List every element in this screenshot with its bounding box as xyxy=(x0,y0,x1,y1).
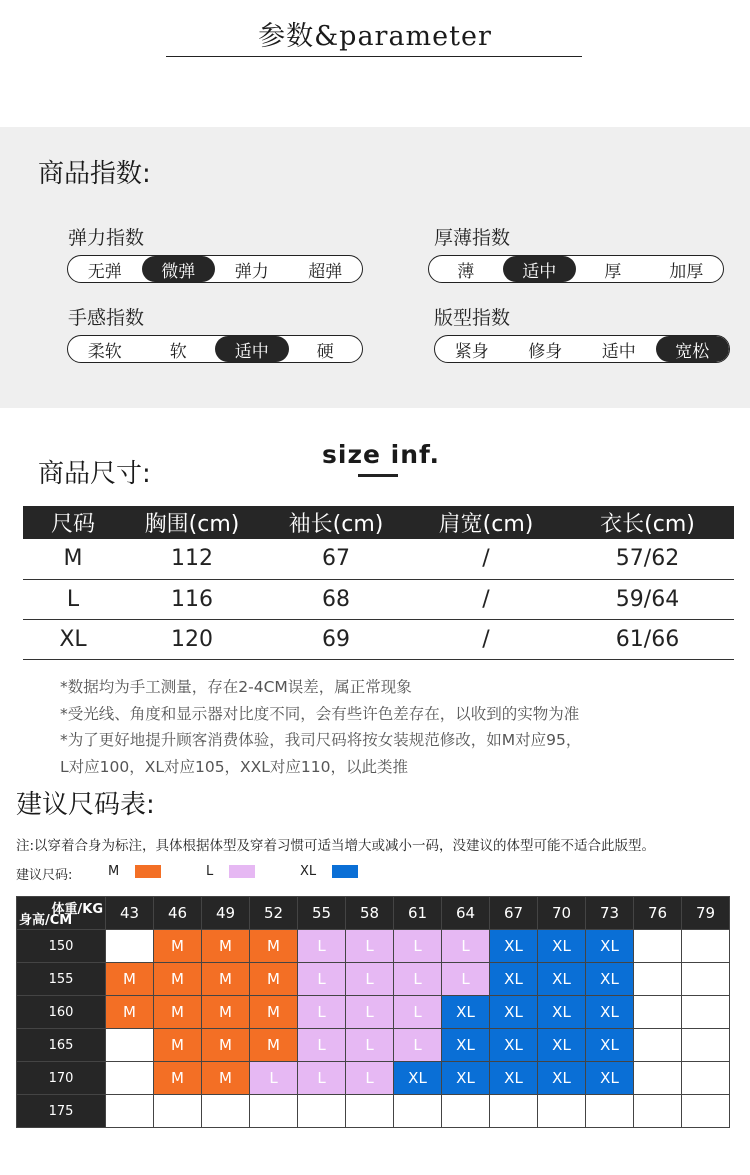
length-cell: 61/66 xyxy=(561,619,734,659)
size-recommendation-cell: XL xyxy=(586,930,634,963)
note-line: *为了更好地提升顾客消费体验，我司尺码将按女装规范修改，如M对应95， xyxy=(60,731,582,749)
weight-header: 67 xyxy=(490,897,538,930)
weight-header: 79 xyxy=(682,897,730,930)
length-cell: 59/64 xyxy=(561,579,734,619)
size-recommendation-cell: L xyxy=(394,996,442,1029)
weight-header: 43 xyxy=(106,897,154,930)
scale-option: 无弹 xyxy=(87,261,122,282)
measurement-notes xyxy=(60,674,581,780)
hand-feel-scale xyxy=(67,335,363,363)
size-recommendation-cell: L xyxy=(250,1062,298,1095)
scale-option: 修身 xyxy=(528,341,563,362)
thickness-scale xyxy=(428,255,724,283)
size-recommendation-cell xyxy=(202,1095,250,1128)
size-recommendation-cell: L xyxy=(346,930,394,963)
header-shoulder: 肩宽(cm) xyxy=(411,506,561,539)
scale-option: 微弹 xyxy=(142,256,216,282)
size-recommendation-cell xyxy=(154,1095,202,1128)
size-recommendation-cell: M xyxy=(250,930,298,963)
scale-option: 宽松 xyxy=(656,336,730,362)
size-recommendation-cell: M xyxy=(202,963,250,996)
elasticity-scale xyxy=(67,255,363,283)
size-recommendation-cell: L xyxy=(298,996,346,1029)
note-line: L对应100，XL对应105，XXL对应110，以此类推 xyxy=(60,757,409,776)
height-header: 165 xyxy=(17,1029,106,1062)
weight-header: 73 xyxy=(586,897,634,930)
weight-header: 61 xyxy=(394,897,442,930)
size-recommendation-cell xyxy=(634,996,682,1029)
size-recommendation-cell xyxy=(106,1029,154,1062)
size-recommendation-cell: L xyxy=(298,1029,346,1062)
size-recommendation-cell: XL xyxy=(490,1029,538,1062)
size-recommendation-cell: XL xyxy=(586,996,634,1029)
hand-feel-label: 手感指数 xyxy=(68,307,145,329)
table-row xyxy=(17,996,730,1029)
table-row xyxy=(17,963,730,996)
size-recommendation-cell xyxy=(634,1029,682,1062)
size-recommendation-cell: XL xyxy=(490,930,538,963)
legend-swatch xyxy=(135,865,161,878)
scale-option: 适中 xyxy=(503,256,577,282)
size-recommendation-cell: M xyxy=(106,963,154,996)
size-recommendation-cell: L xyxy=(346,963,394,996)
legend-name: XL xyxy=(300,864,317,879)
size-recommendation-cell: XL xyxy=(538,1062,586,1095)
size-recommendation-cell: L xyxy=(442,963,490,996)
indices-title: 商品指数: xyxy=(38,159,151,189)
page-title: 参数&parameter xyxy=(258,21,492,52)
legend-item-xl xyxy=(300,864,358,879)
size-recommendation-cell: M xyxy=(154,1029,202,1062)
scale-option: 弹力 xyxy=(234,261,269,282)
table-row xyxy=(17,1062,730,1095)
recommend-title: 建议尺码表: xyxy=(16,790,155,820)
weight-header: 46 xyxy=(154,897,202,930)
table-row xyxy=(23,539,734,579)
weight-axis-label: 体重/KG xyxy=(51,902,103,917)
size-recommendation-cell: M xyxy=(106,996,154,1029)
thickness-label: 厚薄指数 xyxy=(434,227,511,249)
size-subtitle: size inf. xyxy=(322,440,441,469)
title-underline xyxy=(166,56,582,57)
size-recommendation-cell xyxy=(490,1095,538,1128)
size-recommendation-cell: L xyxy=(394,963,442,996)
height-header: 175 xyxy=(17,1095,106,1128)
size-recommendation-cell: L xyxy=(298,1062,346,1095)
fit-scale xyxy=(434,335,730,363)
size-recommendation-cell xyxy=(442,1095,490,1128)
scale-option: 厚 xyxy=(604,261,622,282)
size-recommendation-cell: XL xyxy=(538,930,586,963)
legend-name: M xyxy=(108,864,120,879)
table-row xyxy=(17,1029,730,1062)
size-cell: XL xyxy=(23,619,123,659)
legend-item-l xyxy=(206,864,255,879)
weight-header: 70 xyxy=(538,897,586,930)
size-recommendation-cell xyxy=(634,1062,682,1095)
size-recommendation-cell: XL xyxy=(442,1062,490,1095)
scale-option: 紧身 xyxy=(454,341,489,362)
size-recommendation-cell xyxy=(634,1095,682,1128)
shoulder-cell: / xyxy=(411,579,561,619)
scale-option: 柔软 xyxy=(87,341,122,362)
size-recommendation-cell: XL xyxy=(442,996,490,1029)
size-recommendation-cell xyxy=(682,1062,730,1095)
size-recommendation-cell xyxy=(346,1095,394,1128)
size-recommendation-cell xyxy=(394,1095,442,1128)
recommend-table xyxy=(16,896,730,1128)
weight-header-row xyxy=(17,897,730,930)
table-row xyxy=(23,619,734,659)
size-recommendation-cell xyxy=(106,1062,154,1095)
size-recommendation-cell: M xyxy=(250,1029,298,1062)
note-line: *数据均为手工测量，存在2-4CM误差，属正常现象 xyxy=(60,678,412,696)
size-recommendation-cell: M xyxy=(250,996,298,1029)
size-recommendation-cell: M xyxy=(202,996,250,1029)
elasticity-label: 弹力指数 xyxy=(68,227,145,249)
legend-name: L xyxy=(206,864,214,879)
size-recommendation-cell: XL xyxy=(538,963,586,996)
scale-option: 硬 xyxy=(316,341,334,362)
size-recommendation-cell: L xyxy=(394,930,442,963)
size-recommendation-cell xyxy=(106,1095,154,1128)
weight-header: 58 xyxy=(346,897,394,930)
size-recommendation-cell xyxy=(682,1029,730,1062)
size-recommendation-cell xyxy=(634,930,682,963)
size-recommendation-cell xyxy=(634,963,682,996)
size-recommendation-cell xyxy=(298,1095,346,1128)
size-recommendation-cell: XL xyxy=(538,1029,586,1062)
size-recommendation-cell xyxy=(538,1095,586,1128)
height-header: 170 xyxy=(17,1062,106,1095)
size-recommendation-cell: XL xyxy=(490,963,538,996)
height-axis-label: 身高/CM xyxy=(19,913,73,928)
size-recommendation-cell: XL xyxy=(490,996,538,1029)
size-cell: M xyxy=(23,539,123,579)
header-length: 衣长(cm) xyxy=(561,506,734,539)
recommend-note: 注:以穿着合身为标注，具体根据体型及穿着习惯可适当增大或减小一码，没建议的体型可能不适合此版型。 xyxy=(16,838,656,854)
note-line: *受光线、角度和显示器对比度不同，会有些许色差存在，以收到的实物为准 xyxy=(60,704,580,723)
size-recommendation-cell: L xyxy=(442,930,490,963)
scale-option: 加厚 xyxy=(669,261,704,282)
size-recommendation-cell xyxy=(682,963,730,996)
size-recommendation-cell xyxy=(106,930,154,963)
size-recommendation-cell: M xyxy=(154,996,202,1029)
table-row xyxy=(17,930,730,963)
size-recommendation-cell: M xyxy=(154,1062,202,1095)
size-recommendation-cell: XL xyxy=(394,1062,442,1095)
size-recommendation-cell: M xyxy=(154,963,202,996)
fit-label: 版型指数 xyxy=(434,307,511,329)
legend-item-m xyxy=(108,864,161,879)
size-recommendation-cell: M xyxy=(250,963,298,996)
scale-option: 薄 xyxy=(457,261,475,282)
legend-swatch xyxy=(229,865,255,878)
chest-cell: 112 xyxy=(123,539,261,579)
size-recommendation-cell xyxy=(586,1095,634,1128)
size-recommendation-cell xyxy=(682,996,730,1029)
weight-header: 76 xyxy=(634,897,682,930)
size-recommendation-cell xyxy=(682,1095,730,1128)
size-recommendation-cell: L xyxy=(394,1029,442,1062)
sleeve-cell: 69 xyxy=(261,619,411,659)
weight-header: 64 xyxy=(442,897,490,930)
size-recommendation-cell: XL xyxy=(538,996,586,1029)
weight-header: 55 xyxy=(298,897,346,930)
weight-header: 49 xyxy=(202,897,250,930)
size-recommendation-cell: L xyxy=(298,963,346,996)
size-recommendation-cell: XL xyxy=(442,1029,490,1062)
size-recommendation-cell: L xyxy=(346,996,394,1029)
scale-option: 适中 xyxy=(215,336,289,362)
sleeve-cell: 68 xyxy=(261,579,411,619)
size-cell: L xyxy=(23,579,123,619)
legend-label: 建议尺码: xyxy=(16,868,73,883)
chest-cell: 120 xyxy=(123,619,261,659)
size-recommendation-cell xyxy=(682,930,730,963)
size-recommendation-cell: XL xyxy=(490,1062,538,1095)
size-recommendation-cell: L xyxy=(346,1062,394,1095)
size-table xyxy=(23,506,734,660)
size-table-header xyxy=(23,506,734,539)
legend-swatch xyxy=(332,865,358,878)
height-header: 150 xyxy=(17,930,106,963)
scale-option: 超弹 xyxy=(308,261,343,282)
shoulder-cell: / xyxy=(411,619,561,659)
height-header: 160 xyxy=(17,996,106,1029)
header-size: 尺码 xyxy=(23,506,123,539)
size-recommendation-cell: XL xyxy=(586,1062,634,1095)
shoulder-cell: / xyxy=(411,539,561,579)
corner-header xyxy=(17,897,106,930)
size-recommendation-cell: L xyxy=(298,930,346,963)
size-recommendation-cell: XL xyxy=(586,963,634,996)
length-cell: 57/62 xyxy=(561,539,734,579)
scale-option: 适中 xyxy=(601,341,636,362)
table-row xyxy=(23,579,734,619)
header-chest: 胸围(cm) xyxy=(123,506,261,539)
size-subtitle-underline xyxy=(358,474,398,477)
sleeve-cell: 67 xyxy=(261,539,411,579)
weight-header: 52 xyxy=(250,897,298,930)
height-header: 155 xyxy=(17,963,106,996)
chest-cell: 116 xyxy=(123,579,261,619)
size-recommendation-cell: M xyxy=(202,930,250,963)
size-recommendation-cell: L xyxy=(346,1029,394,1062)
header-sleeve: 袖长(cm) xyxy=(261,506,411,539)
size-recommendation-cell: M xyxy=(202,1062,250,1095)
size-recommendation-cell xyxy=(250,1095,298,1128)
size-recommendation-cell: M xyxy=(202,1029,250,1062)
recommend-body xyxy=(17,930,730,1128)
size-recommendation-cell: M xyxy=(154,930,202,963)
size-title: 商品尺寸: xyxy=(38,459,151,489)
table-row xyxy=(17,1095,730,1128)
size-recommendation-cell: XL xyxy=(586,1029,634,1062)
scale-option: 软 xyxy=(169,341,187,362)
